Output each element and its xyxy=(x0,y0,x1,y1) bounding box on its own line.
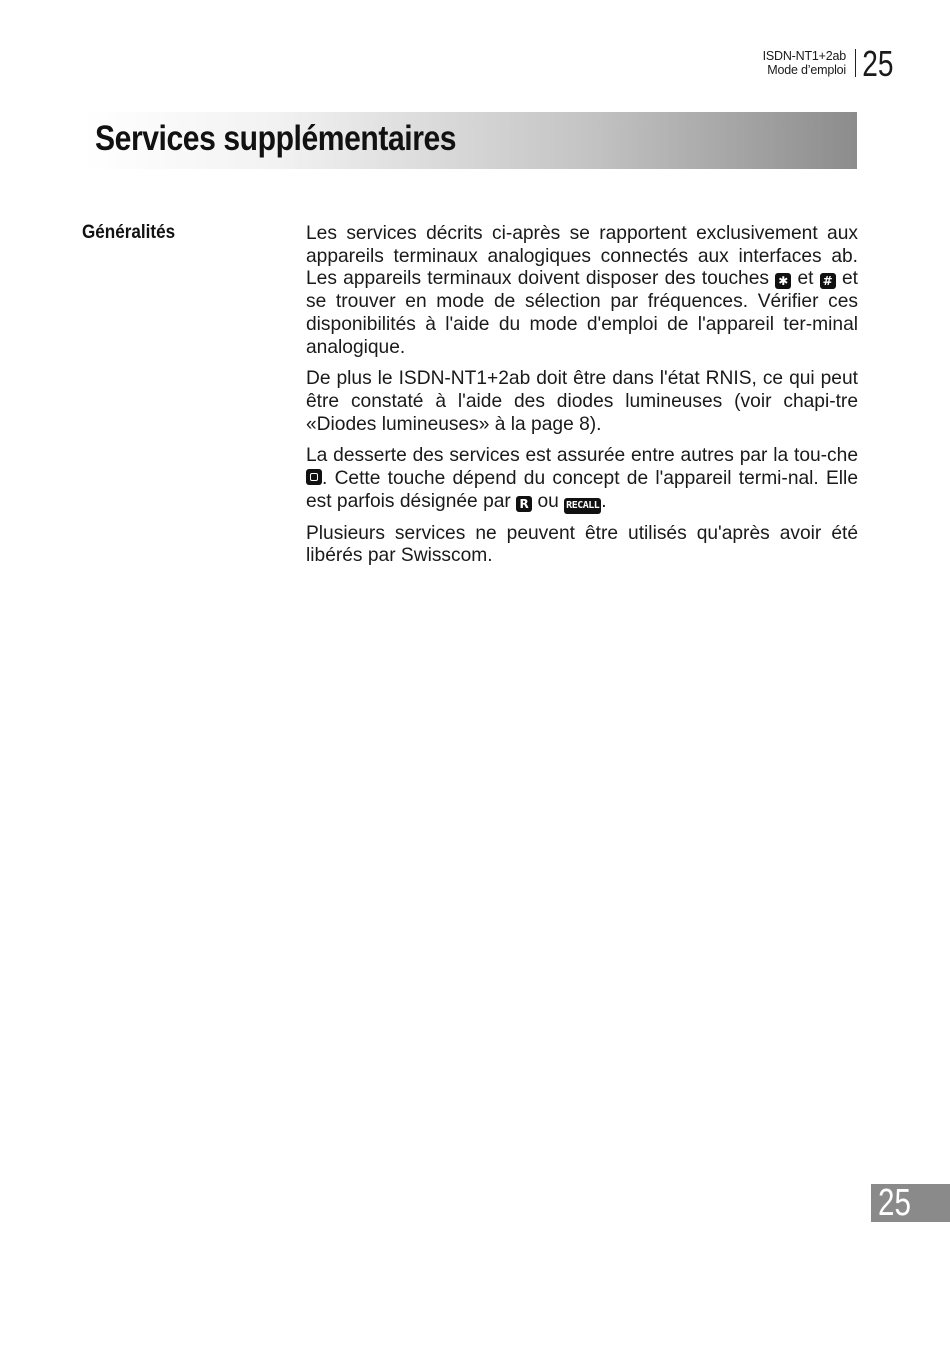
header-text xyxy=(763,49,856,77)
page-title: Services supplémentaires xyxy=(95,119,457,158)
paragraph-1 xyxy=(306,223,858,359)
recall-key-icon: RECALL xyxy=(564,498,601,514)
header-doc-type: Mode d’emploi xyxy=(767,63,846,77)
paragraph-4: Plusieurs services ne peuvent être utilisés qu'après avoir été libérés par Swisscom. xyxy=(306,522,858,567)
paragraph-3-text-c: ou xyxy=(537,490,559,512)
page-tab-number: 25 xyxy=(878,1182,911,1224)
title-bar xyxy=(82,112,857,169)
paragraph-2: De plus le ISDN-NT1+2ab doit être dans l'état RNIS, ce qui peut être constaté à l'aide des diodes lumineuses (voir chapi-tre «Diodes lumineuses» à la page 8). xyxy=(306,368,858,435)
section-heading: Généralités xyxy=(82,222,176,243)
r-key-icon: R xyxy=(516,496,532,512)
paragraph-1-text-b: et xyxy=(797,268,814,290)
paragraph-3-text-b: . Cette touche dépend du concept de l'appareil termi-nal. Elle est parfois désignée par xyxy=(306,468,858,512)
paragraph-1-text-a: Les services décrits ci-après se rapportent exclusivement aux appareils terminaux analogiques connectés aux interfaces ab. Les appareils terminaux doivent disposer des touches xyxy=(306,223,858,290)
star-key-icon: ✱ xyxy=(775,273,791,289)
page-number-tab xyxy=(871,1184,950,1222)
section-body xyxy=(306,223,858,577)
paragraph-1-text-c: et se trouver en mode de sélection par fréquences. Vérifier ces disponibilités à l'aide du mode d'emploi de l'appareil ter-minal analogique. xyxy=(306,268,858,358)
paragraph-3-text-a: La desserte des services est assurée entre autres par la tou-che xyxy=(306,445,858,467)
running-header xyxy=(762,43,900,84)
flash-key-icon xyxy=(306,469,322,485)
header-product: ISDN-NT1+2ab xyxy=(762,49,846,63)
paragraph-3-text-d: . xyxy=(601,490,607,512)
header-page-number: 25 xyxy=(862,43,894,84)
paragraph-3 xyxy=(306,445,858,513)
hash-key-icon: # xyxy=(820,273,836,289)
